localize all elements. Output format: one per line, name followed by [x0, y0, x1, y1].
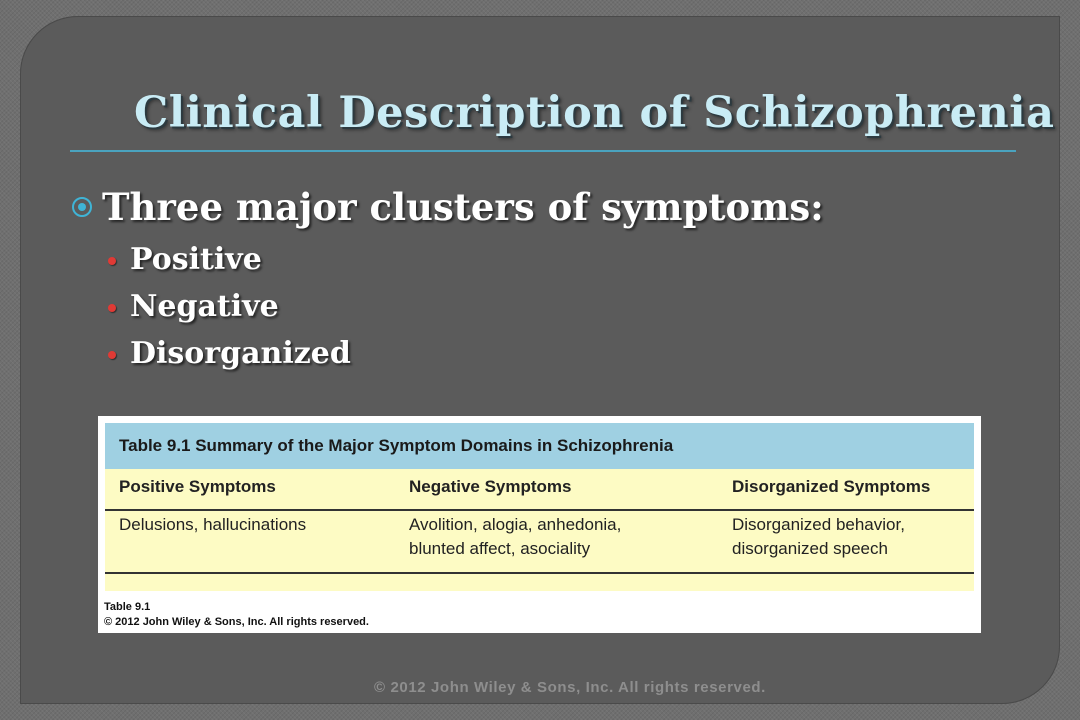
table-rule [105, 572, 974, 574]
header-disorganized: Disorganized Symptoms [732, 477, 931, 496]
table-cell [732, 513, 905, 561]
header-positive: Positive Symptoms [119, 477, 276, 496]
title-divider [70, 150, 1016, 152]
cell-line: Avolition, alogia, anhedonia, [409, 515, 622, 534]
header-negative: Negative Symptoms [409, 477, 572, 496]
table-figure [98, 416, 981, 633]
caption-line: Table 9.1 [104, 601, 151, 613]
table-rule [105, 509, 974, 511]
slide-title: Clinical Description of Schizophrenia [134, 88, 1055, 138]
table-body [105, 469, 974, 591]
sub-bullet-list [108, 236, 351, 377]
sub-bullet-text: Disorganized [130, 336, 351, 371]
target-bullet-icon [70, 195, 94, 219]
table-caption [104, 600, 369, 630]
main-bullet-text: Three major clusters of symptoms: [102, 185, 824, 229]
table-cell [409, 513, 621, 561]
caption-line: © 2012 John Wiley & Sons, Inc. All rights reserved. [104, 616, 369, 628]
slide-footer: © 2012 John Wiley & Sons, Inc. All rights reserved. [374, 679, 766, 696]
sub-bullet-negative [108, 283, 351, 330]
main-bullet [70, 184, 824, 230]
table-title: Table 9.1 Summary of the Major Symptom Domains in Schizophrenia [105, 423, 974, 469]
sub-bullet-positive [108, 236, 351, 283]
cell-line: Delusions, hallucinations [119, 515, 307, 534]
table-cell [119, 513, 306, 537]
cell-line: disorganized speech [732, 539, 888, 558]
sub-bullet-disorganized [108, 330, 351, 377]
cell-line: Disorganized behavior, [732, 515, 905, 534]
red-dot-icon [108, 351, 116, 359]
red-dot-icon [108, 257, 116, 265]
sub-bullet-text: Positive [130, 242, 262, 277]
cell-line: blunted affect, asociality [409, 539, 591, 558]
sub-bullet-text: Negative [130, 289, 279, 324]
red-dot-icon [108, 304, 116, 312]
